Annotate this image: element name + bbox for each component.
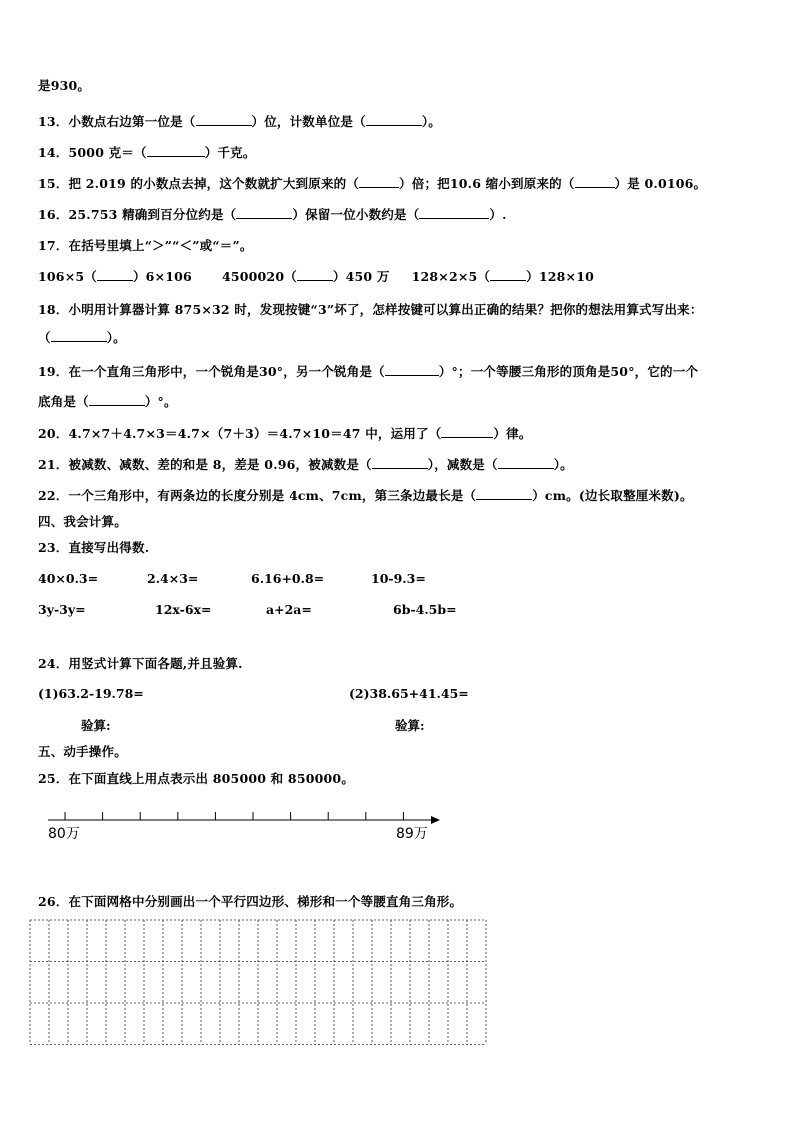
question-25-title: 25．在下面直线上用点表示出 805000 和 850000。 <box>38 771 355 786</box>
question-13: 13．小数点右边第一位是（ ）位，计数单位是（ ）。 <box>38 114 441 129</box>
calc-item: 2.4×3= <box>147 571 199 586</box>
vertical-calc-2: (2)38.65+41.45= <box>349 686 469 701</box>
question-15: 15．把 2.019 的小数点去掉，这个数就扩大到原来的（ ）倍；把10.6 缩小到原来的（ ）是 0.0106。 <box>38 176 707 191</box>
question-21: 21．被减数、减数、差的和是 8，差是 0.96，被减数是（ ），减数是（ ）。 <box>38 457 573 472</box>
number-line-start-label: 80万 <box>48 826 80 842</box>
question-20: 20．4.7×7＋4.7×3＝4.7×（7＋3）＝4.7×10＝47 中，运用了（ ）律。 <box>38 426 532 441</box>
question-19-line2: 底角是（ ）°。 <box>38 394 177 409</box>
question-14: 14．5000 克＝（ ）千克。 <box>38 145 256 160</box>
calc-item: 3y-3y= <box>38 602 86 617</box>
calc-item: 10-9.3= <box>371 571 426 586</box>
section-5-heading: 五、动手操作。 <box>38 744 127 759</box>
calc-item: 40×0.3= <box>38 571 99 586</box>
question-17-items: 106×5（ ）6×106 4500020（ ）450 万 128×2×5（ ）128×10 <box>38 269 594 284</box>
check-label-2: 验算: <box>395 718 425 733</box>
calc-item: 12x-6x= <box>155 602 212 617</box>
question-16: 16．25.753 精确到百分位约是（ ）保留一位小数约是（ ）. <box>38 207 507 222</box>
section-4-heading: 四、我会计算。 <box>38 514 127 529</box>
question-18-answer: （ ）。 <box>38 330 126 345</box>
number-line-end-label: 89万 <box>396 826 428 842</box>
question-23-title: 23．直接写出得数. <box>38 540 150 555</box>
q12-tail: 是930。 <box>38 78 91 93</box>
vertical-calc-1: (1)63.2-19.78= <box>38 686 144 701</box>
calc-item: 6b-4.5b= <box>393 602 457 617</box>
question-24-title: 24．用竖式计算下面各题,并且验算. <box>38 656 243 671</box>
arrow-head-icon <box>431 816 440 824</box>
calc-item: 6.16+0.8= <box>251 571 325 586</box>
question-18: 18．小明用计算器计算 875×32 时，发现按键“3”坏了，怎样按键可以算出正确的结果？把你的想法用算式写出来： <box>38 302 703 317</box>
question-22: 22．一个三角形中，有两条边的长度分别是 4cm、7cm，第三条边最长是（ ）cm。(边长取整厘米数)。 <box>38 488 693 503</box>
calc-item: a+2a= <box>266 602 312 617</box>
dotted-grid[interactable] <box>29 919 489 1047</box>
question-19: 19．在一个直角三角形中，一个锐角是30°，另一个锐角是（ ）°；一个等腰三角形的顶角是50°，它的一个 <box>38 364 699 379</box>
check-label-1: 验算: <box>81 718 111 733</box>
question-26-title: 26．在下面网格中分别画出一个平行四边形、梯形和一个等腰直角三角形。 <box>38 894 463 909</box>
question-17-title: 17．在括号里填上“＞”“＜”或“＝”。 <box>38 238 253 253</box>
